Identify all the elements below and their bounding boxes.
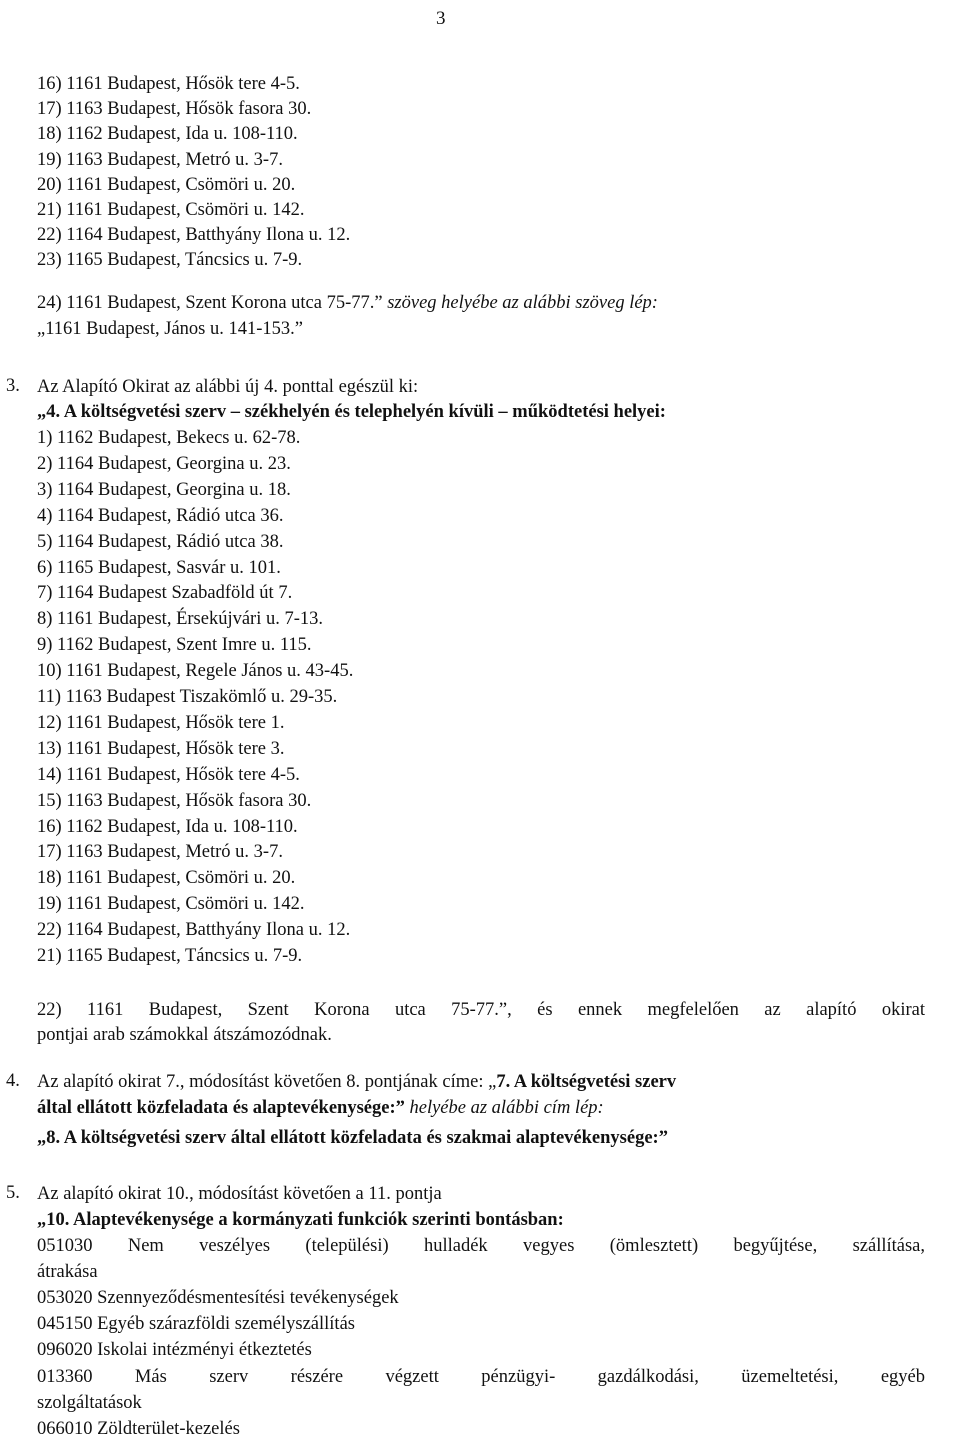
function-053020: 053020 Szennyeződésmentesítési tevékenységek xyxy=(37,1288,399,1308)
list-item: 18) 1162 Budapest, Ida u. 108-110. xyxy=(37,124,298,145)
function-051030-cont: átrakása xyxy=(37,1262,98,1282)
list-item: 10) 1161 Budapest, Regele János u. 43-45. xyxy=(37,661,354,682)
list-item: 4) 1164 Budapest, Rádió utca 36. xyxy=(37,505,284,526)
list-item: 19) 1161 Budapest, Csömöri u. 142. xyxy=(37,894,305,915)
section-3-number: 3. xyxy=(6,376,20,396)
section-4-line1: Az alapító okirat 7., módosítást követően 8. pontjának címe: „7. A költségvetési szerv xyxy=(37,1072,677,1092)
section-3-heading: „4. A költségvetési szerv – székhelyén és telephelyén kívüli – működtetési helyei: xyxy=(37,402,666,422)
list-item: 2) 1164 Budapest, Georgina u. 23. xyxy=(37,453,291,474)
item-24-replacement: „1161 Budapest, János u. 141-153.” xyxy=(37,319,303,339)
section-3-renumber-note: pontjai arab számokkal átszámozódnak. xyxy=(37,1025,332,1045)
list-item: 11) 1163 Budapest Tiszakömlő u. 29-35. xyxy=(37,687,338,707)
list-item: 16) 1161 Budapest, Hősök tere 4-5. xyxy=(37,74,300,94)
list-item: 16) 1162 Budapest, Ida u. 108-110. xyxy=(37,816,298,837)
list-item: 12) 1161 Budapest, Hősök tere 1. xyxy=(37,712,285,733)
list-item: 20) 1161 Budapest, Csömöri u. 20. xyxy=(37,174,296,195)
list-item: 6) 1165 Budapest, Sasvár u. 101. xyxy=(37,557,281,578)
list-item: 7) 1164 Budapest Szabadföld út 7. xyxy=(37,583,293,604)
list-item: 13) 1161 Budapest, Hősök tere 3. xyxy=(37,738,285,759)
section-4-number: 4. xyxy=(6,1071,20,1091)
item-24: 24) 1161 Budapest, Szent Korona utca 75-77.” szöveg helyébe az alábbi szöveg lép: xyxy=(37,293,658,313)
section-5-intro: Az alapító okirat 10., módosítást követően a 11. pontja xyxy=(37,1184,442,1204)
function-066010: 066010 Zöldterület-kezelés xyxy=(37,1419,240,1439)
list-item: 1) 1162 Budapest, Bekecs u. 62-78. xyxy=(37,428,301,448)
list-item: 8) 1161 Budapest, Érsekújvári u. 7-13. xyxy=(37,609,324,630)
list-item: 22) 1164 Budapest, Batthyány Ilona u. 12. xyxy=(37,225,351,246)
list-item: 17) 1163 Budapest, Metró u. 3-7. xyxy=(37,842,283,863)
section-3-last-line: 22) 1161 Budapest, Szent Korona utca 75-77.”, és ennek megfelelően az alapító okirat xyxy=(37,1000,925,1020)
list-item: 5) 1164 Budapest, Rádió utca 38. xyxy=(37,531,284,552)
section-4-new-title: „8. A költségvetési szerv által ellátott közfeladata és szakmai alaptevékenysége:” xyxy=(37,1128,668,1148)
list-item: 15) 1163 Budapest, Hősök fasora 30. xyxy=(37,790,312,811)
list-item: 9) 1162 Budapest, Szent Imre u. 115. xyxy=(37,635,312,656)
page-number: 3 xyxy=(436,8,446,29)
function-096020: 096020 Iskolai intézményi étkeztetés xyxy=(37,1340,312,1360)
list-item: 23) 1165 Budapest, Táncsics u. 7-9. xyxy=(37,250,303,271)
list-item: 21) 1165 Budapest, Táncsics u. 7-9. xyxy=(37,946,303,966)
list-item: 19) 1163 Budapest, Metró u. 3-7. xyxy=(37,149,283,170)
list-item: 22) 1164 Budapest, Batthyány Ilona u. 12. xyxy=(37,920,351,941)
function-013360-cont: szolgáltatások xyxy=(37,1393,142,1413)
section-5-heading: „10. Alaptevékenysége a kormányzati funkciók szerinti bontásban: xyxy=(37,1210,564,1230)
list-item: 17) 1163 Budapest, Hősök fasora 30. xyxy=(37,99,312,120)
function-045150: 045150 Egyéb szárazföldi személyszállítás xyxy=(37,1314,355,1334)
function-051030: 051030 Nem veszélyes (települési) hulladék vegyes (ömlesztett) begyűjtése, szállítása, xyxy=(37,1236,925,1256)
list-item: 14) 1161 Budapest, Hősök tere 4-5. xyxy=(37,764,300,785)
section-5-number: 5. xyxy=(6,1183,20,1203)
list-item: 3) 1164 Budapest, Georgina u. 18. xyxy=(37,479,291,500)
section-3-intro: Az Alapító Okirat az alábbi új 4. ponttal egészül ki: xyxy=(37,377,419,397)
section-4-line2: által ellátott közfeladata és alaptevékenysége:” helyébe az alábbi cím lép: xyxy=(37,1098,604,1118)
list-item: 18) 1161 Budapest, Csömöri u. 20. xyxy=(37,868,296,889)
list-item: 21) 1161 Budapest, Csömöri u. 142. xyxy=(37,200,305,220)
function-013360: 013360 Más szerv részére végzett pénzügyi- gazdálkodási, üzemeltetési, egyéb xyxy=(37,1367,925,1387)
